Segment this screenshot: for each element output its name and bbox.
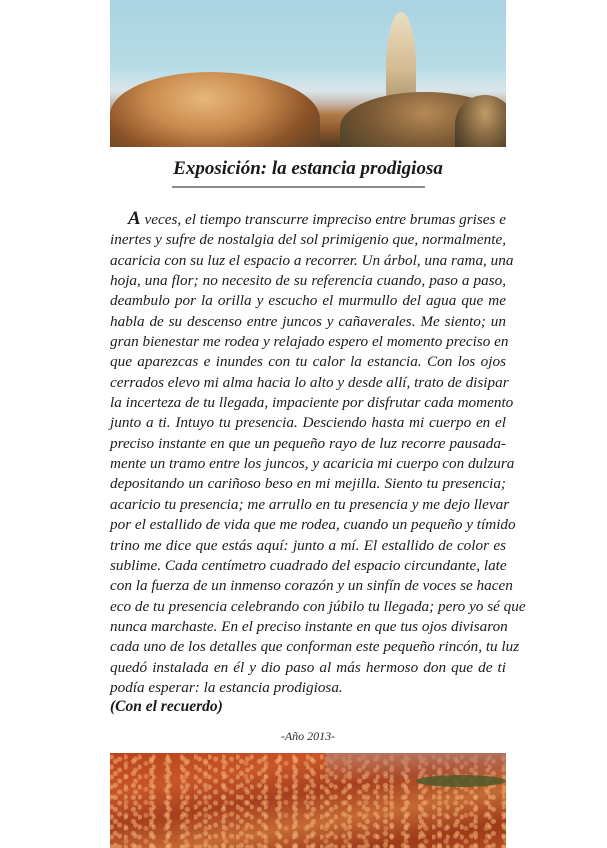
body-line: mente un tramo entre los juncos, y acaricia mi cuerpo con dulzura bbox=[110, 455, 515, 473]
body-line: con la fuerza de un inmenso corazón y un sinfín de voces se hacen bbox=[110, 577, 513, 595]
body-line: trino me dice que estás aquí: junto a mí. El estallido de color es bbox=[110, 536, 506, 554]
body-line: quedó instalada en él y dio paso al más hermoso don que de ti bbox=[110, 658, 506, 676]
body-line: depositando un cariñoso beso en mi mejilla. Siento tu presencia; bbox=[110, 475, 506, 493]
body-line: acaricia con su luz el espacio a recorrer. Un árbol, una rama, una bbox=[110, 251, 514, 269]
body-line: inertes y sufre de nostalgia del sol primigenio que, normalmente, bbox=[110, 231, 506, 249]
header-painting-image bbox=[110, 0, 506, 147]
year-caption: -Año 2013- bbox=[280, 729, 336, 743]
signature: (Con el recuerdo) bbox=[110, 698, 223, 715]
body-line: la incerteza de tu llegada, impaciente por disfrutar cada momento bbox=[110, 394, 514, 412]
body-line: habla de su descenso entre juncos y cañaverales. Me siento; un bbox=[110, 312, 506, 330]
body-line: junto a ti. Intuyo tu presencia. Desciendo hasta mi cuerpo en el bbox=[110, 414, 506, 432]
page-title: Exposición: la estancia prodigiosa bbox=[173, 158, 443, 179]
body-line: por el estallido de vida que me rodea, cuando un pequeño y tímido bbox=[110, 516, 516, 534]
body-line: acaricio tu presencia; me arrullo en tu presencia y me dejo llevar bbox=[110, 495, 510, 513]
body-line: deambulo por la orilla y escucho el murmullo del agua que me bbox=[110, 292, 506, 310]
painting-bush-left bbox=[110, 72, 320, 147]
body-line: que aparezcas e inundes con tu calor la estancia. Con los ojos bbox=[110, 353, 506, 371]
body-line: hoja, una flor; no necesito de su referencia cuando, paso a paso, bbox=[110, 272, 506, 290]
body-line: gran bienestar me rodea y relajado espero el momento preciso en bbox=[110, 333, 509, 351]
drop-cap: A bbox=[128, 208, 141, 229]
body-line: nunca marchaste. En el preciso instante en que tus ojos divisaron bbox=[110, 617, 508, 635]
title-underline-divider bbox=[172, 186, 425, 188]
body-line: cerrados elevo mi alma hacia lo alto y desde allí, trato de disipar bbox=[110, 373, 509, 391]
body-line: cada uno de los detalles que conforman este pequeño rincón, tu luz bbox=[110, 638, 520, 656]
painting-hedge bbox=[416, 775, 506, 787]
body-paragraph bbox=[110, 208, 526, 698]
footer-painting-image bbox=[110, 753, 506, 848]
body-line: podía esperar: la estancia prodigiosa. bbox=[110, 678, 343, 696]
body-line: sublime. Cada centímetro cuadrado del espacio circundante, late bbox=[110, 556, 507, 574]
body-line: A veces, el tiempo transcurre impreciso entre brumas grises e bbox=[128, 208, 506, 229]
body-line: preciso instante en que un pequeño rayo de luz recorre pausada- bbox=[110, 434, 506, 452]
body-line: eco de tu presencia celebrando con júbilo tu llegada; pero yo sé que bbox=[110, 597, 526, 615]
